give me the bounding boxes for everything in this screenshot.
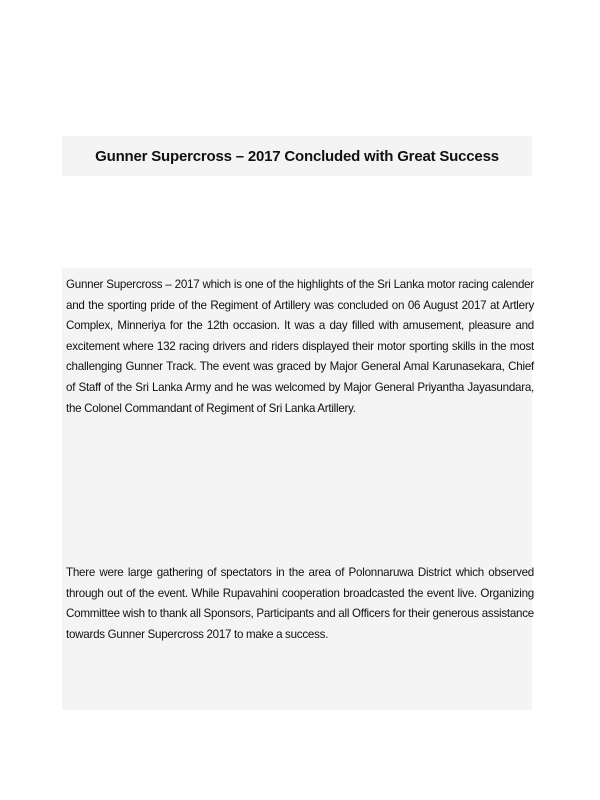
body-band [62, 268, 532, 710]
paragraph-2: There were large gathering of spectators in the area of Polonnaruwa District which observed through out of the event. While Rupavahini cooperation broadcasted the event live. Organizing Committee wish to thank all Sponsors, Participants and all Officers for their generous assistance towards Gunner Supercross 2017 to make a success. [66, 566, 534, 641]
title-band [62, 136, 532, 176]
document-title: Gunner Supercross – 2017 Concluded with Great Success [95, 147, 499, 165]
paragraph-1: Gunner Supercross – 2017 which is one of the highlights of the Sri Lanka motor racing calender and the sporting pride of the Regiment of Artillery was concluded on 06 August 2017 at Artlery Complex, Minneriya for the 12th occasion. It was a day filled with amusement, pleasure and excitement where 132 racing drivers and riders displayed their motor sporting skills in the most challenging Gunner Track. The event was graced by Major General Amal Karunasekara, Chief of Staff of the Sri Lanka Army and he was welcomed by Major General Priyantha Jayasundara, the Colonel Commandant of Regiment of Sri Lanka Artillery. [66, 278, 534, 415]
